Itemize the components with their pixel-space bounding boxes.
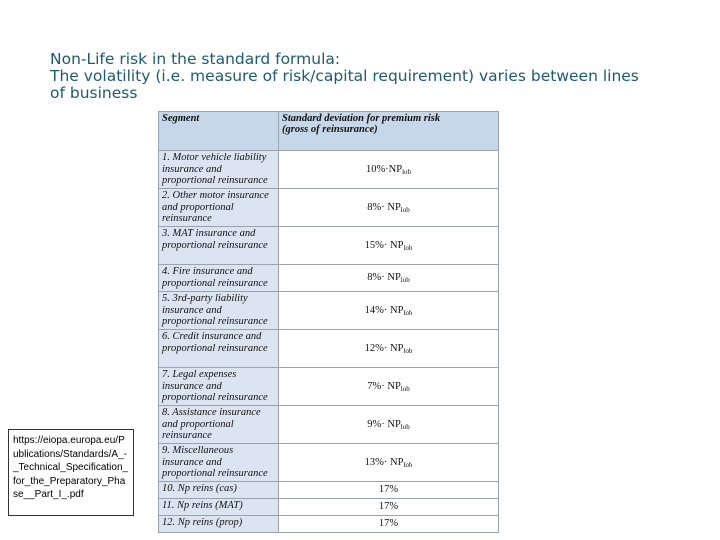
table-row xyxy=(159,482,499,499)
segment-cell: 5. 3rd-party liability insurance and proportional reinsurance xyxy=(159,292,279,330)
value-subscript: lob xyxy=(400,422,410,431)
header-segment: Segment xyxy=(159,112,279,151)
table-row xyxy=(159,499,499,516)
value-text: 8%· NP xyxy=(367,272,401,283)
segment-cell: 3. MAT insurance and proportional reinsurance xyxy=(159,227,279,265)
value-cell xyxy=(279,516,499,533)
table-header-row xyxy=(159,112,499,151)
title-line-3: of business xyxy=(50,84,138,102)
table-row xyxy=(159,368,499,406)
value-text: 17% xyxy=(378,484,399,495)
segment-cell: 1. Motor vehicle liability insurance and proportional reinsurance xyxy=(159,151,279,189)
table-row xyxy=(159,516,499,533)
value-cell xyxy=(279,292,499,330)
value-cell xyxy=(279,227,499,265)
value-cell xyxy=(279,151,499,189)
table-row xyxy=(159,265,499,292)
value-subscript: lob xyxy=(400,384,410,393)
value-text: 7%· NP xyxy=(367,380,401,392)
value-text: 12%· NP xyxy=(364,342,404,354)
source-note: https://eiopa.europa.eu/Publications/Standards/A_-_Technical_Specification_for_the_Preparatory_Phase__Part_I_.pdf xyxy=(8,429,134,516)
segment-cell: 7. Legal expenses insurance and proportional reinsurance xyxy=(159,368,279,406)
value-subscript: lob xyxy=(400,276,410,284)
value-cell xyxy=(279,330,499,368)
value-cell xyxy=(279,406,499,444)
value-text: 14%· NP xyxy=(364,304,404,316)
value-text: 13%· NP xyxy=(364,456,404,468)
segment-cell: 12. Np reins (prop) xyxy=(159,516,279,533)
value-text: 9%· NP xyxy=(367,418,401,430)
segment-cell: 10. Np reins (cas) xyxy=(159,482,279,499)
table-row xyxy=(159,227,499,265)
table-row xyxy=(159,330,499,368)
value-text: 17% xyxy=(378,518,399,529)
value-text: 8%· NP xyxy=(367,201,401,213)
segment-cell: 2. Other motor insurance and proportional reinsurance xyxy=(159,189,279,227)
value-subscript: lob xyxy=(403,460,413,469)
segment-cell: 4. Fire insurance and proportional reinsurance xyxy=(159,265,279,292)
value-cell xyxy=(279,499,499,516)
table-row xyxy=(159,189,499,227)
header-standard-deviation xyxy=(279,112,499,151)
value-cell xyxy=(279,482,499,499)
value-subscript: lob xyxy=(403,308,413,317)
segment-cell: 8. Assistance insurance and proportional reinsurance xyxy=(159,406,279,444)
segment-cell: 11. Np reins (MAT) xyxy=(159,499,279,516)
slide-title xyxy=(50,51,710,102)
header-sd-sub: (gross of reinsurance) xyxy=(282,124,378,135)
value-subscript: lob xyxy=(400,205,410,214)
value-text: 15%· NP xyxy=(364,239,404,251)
title-line-2: The volatility (i.e. measure of risk/capital requirement) varies between lines xyxy=(50,67,639,85)
table-row xyxy=(159,292,499,330)
table-row xyxy=(159,406,499,444)
title-line-1: Non-Life risk in the standard formula: xyxy=(50,50,341,68)
value-subscript: lob xyxy=(403,243,413,252)
header-sd-label: Standard deviation for premium risk xyxy=(282,113,441,124)
value-subscript: lob xyxy=(403,346,413,355)
value-subscript: lob xyxy=(402,167,412,176)
table-row xyxy=(159,151,499,189)
value-text: 10%·NP xyxy=(365,163,403,175)
table-row xyxy=(159,444,499,482)
value-cell xyxy=(279,265,499,292)
segment-cell: 6. Credit insurance and proportional reinsurance xyxy=(159,330,279,368)
value-text: 17% xyxy=(378,501,399,512)
value-cell xyxy=(279,189,499,227)
value-cell xyxy=(279,444,499,482)
segment-cell: 9. Miscellaneous insurance and proportional reinsurance xyxy=(159,444,279,482)
value-cell xyxy=(279,368,499,406)
premium-risk-table xyxy=(158,111,499,533)
